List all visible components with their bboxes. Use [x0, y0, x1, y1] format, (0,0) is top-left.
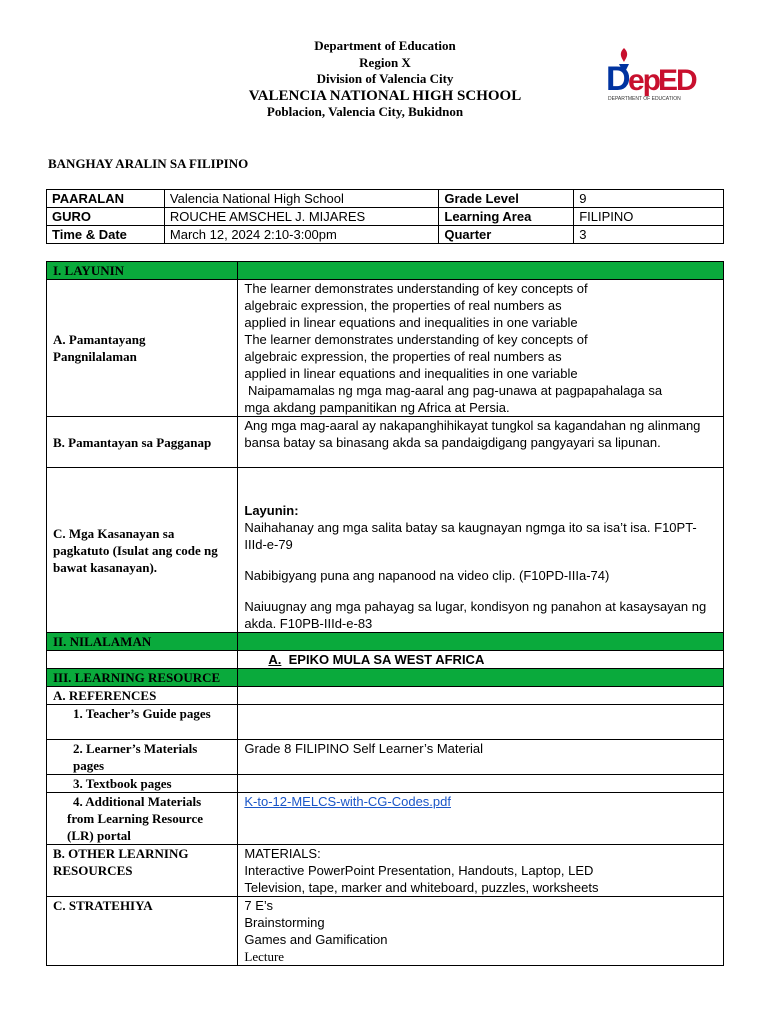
- layunin-subtitle: Layunin:: [244, 503, 299, 518]
- melcs-pdf-link[interactable]: K-to-12-MELCS-with-CG-Codes.pdf: [244, 794, 451, 809]
- table-row: [47, 226, 724, 244]
- time-date-label: Time & Date: [47, 226, 165, 244]
- teachers-guide-label: 1. Teacher’s Guide pages: [73, 706, 211, 721]
- document-header: [190, 38, 580, 121]
- svg-text:ED: ED: [658, 64, 696, 97]
- grade-level-label: Grade Level: [439, 190, 574, 208]
- content-line: MATERIALS:: [244, 846, 321, 861]
- deped-logo: [606, 44, 698, 104]
- learners-materials-label: 2. Learner’s Materials pages: [73, 741, 198, 773]
- header-division: Division of Valencia City: [316, 71, 454, 86]
- document-title: BANGHAY ARALIN SA FILIPINO: [48, 156, 249, 171]
- teachers-guide-value: [238, 705, 724, 740]
- table-row: [47, 897, 724, 966]
- time-date-value: March 12, 2024 2:10-3:00pm: [164, 226, 438, 244]
- svg-text:D: D: [606, 60, 629, 98]
- item-title: EPIKO MULA SA WEST AFRICA: [288, 652, 485, 667]
- content-line: Lecture: [244, 949, 285, 964]
- table-row: [47, 775, 724, 793]
- table-row: [47, 740, 724, 775]
- content-line: Television, tape, marker and whiteboard, puzzles, worksheets: [244, 880, 599, 895]
- learning-area-value: FILIPINO: [574, 208, 724, 226]
- table-row: [47, 190, 724, 208]
- paaralan-label: PAARALAN: [47, 190, 165, 208]
- content-line: Brainstorming: [244, 915, 325, 930]
- learning-area-label: Learning Area: [439, 208, 574, 226]
- svg-text:DEPARTMENT OF EDUCATION: DEPARTMENT OF EDUCATION: [608, 96, 681, 102]
- quarter-value: 3: [574, 226, 724, 244]
- pamantayang-pangnilalaman-content: [238, 280, 724, 417]
- guro-label: GURO: [47, 208, 165, 226]
- grade-level-value: 9: [574, 190, 724, 208]
- quarter-label: Quarter: [439, 226, 574, 244]
- additional-materials-label: 4. Additional Materials from Learning Resource (LR) portal: [67, 794, 203, 843]
- content-line: Games and Gamification: [244, 932, 388, 947]
- pamantayan-pagganap-content: Ang mga mag-aaral ay nakapanghihikayat tungkol sa kagandahan ng alinmang bansa batay sa binasang akda sa pandaigdigang pangyayari sa lipunan.: [238, 417, 724, 468]
- header-department: Department of Education: [314, 38, 456, 53]
- guro-value: ROUCHE AMSCHEL J. MIJARES: [164, 208, 438, 226]
- resource-heading: III. LEARNING RESOURCE: [47, 669, 238, 687]
- other-resources-content: [238, 845, 724, 897]
- content-line: applied in linear equations and inequalities in one variable: [244, 366, 578, 381]
- list-item: Naihahanay ang mga salita batay sa kaugnayan ngmga ito sa isa’t isa. F10PT-IIId-e-79: [244, 520, 697, 552]
- content-line: Naipamamalas ng mga mag-aaral ang pag-unawa at pagpapahalaga sa: [244, 383, 663, 398]
- content-line: Interactive PowerPoint Presentation, Handouts, Laptop, LED: [244, 863, 594, 878]
- content-line: The learner demonstrates understanding of key concepts of: [244, 332, 588, 347]
- header-school: VALENCIA NATIONAL HIGH SCHOOL: [248, 87, 522, 104]
- table-row: [47, 417, 724, 468]
- content-line: algebraic expression, the properties of real numbers as: [244, 298, 562, 313]
- stratehiya-label: C. STRATEHIYA: [47, 897, 238, 966]
- paaralan-value: Valencia National High School: [164, 190, 438, 208]
- textbook-pages-value: [238, 775, 724, 793]
- section-heading-row: [47, 669, 724, 687]
- textbook-pages-label: 3. Textbook pages: [73, 776, 172, 791]
- table-row: [47, 280, 724, 417]
- content-line: applied in linear equations and inequalities in one variable: [244, 315, 578, 330]
- stratehiya-content: [238, 897, 724, 966]
- list-item: Nabibigyang puna ang napanood na video clip. (F10PD-IIIa-74): [244, 568, 610, 583]
- item-letter: A.: [268, 652, 282, 667]
- nilalaman-heading: II. NILALAMAN: [47, 633, 238, 651]
- content-line: 7 E’s: [244, 898, 274, 913]
- table-row: [47, 793, 724, 845]
- table-row: [47, 845, 724, 897]
- kasanayan-label: C. Mga Kasanayan sa pagkatuto (Isulat ang code ng bawat kasanayan).: [53, 525, 218, 575]
- content-line: The learner demonstrates understanding of key concepts of: [244, 281, 588, 296]
- table-row: [47, 468, 724, 633]
- other-resources-label: B. OTHER LEARNING RESOURCES: [47, 845, 238, 897]
- pamantayan-pagganap-label: B. Pamantayan sa Pagganap: [47, 417, 238, 468]
- header-address: Poblacion, Valencia City, Bukidnon: [266, 104, 464, 119]
- table-row: [47, 651, 724, 669]
- kasanayan-content: [238, 468, 724, 633]
- info-table: [46, 189, 724, 244]
- list-item: Naiuugnay ang mga pahayag sa lugar, kondisyon ng panahon at kasaysayan ng akda. F10PB-IIId-e-83: [244, 599, 707, 631]
- lesson-plan-table: [46, 261, 724, 966]
- layunin-heading: I. LAYUNIN: [47, 262, 238, 280]
- content-line: mga akdang pampanitikan ng Africa at Persia.: [244, 400, 510, 415]
- references-label: A. REFERENCES: [47, 687, 238, 705]
- table-row: [47, 687, 724, 705]
- svg-text:ep: ep: [628, 64, 660, 97]
- learners-materials-value: Grade 8 FILIPINO Self Learner’s Material: [238, 740, 724, 775]
- header-region: Region X: [359, 54, 411, 70]
- nilalaman-item: [238, 651, 724, 669]
- content-line: algebraic expression, the properties of real numbers as: [244, 349, 562, 364]
- section-heading-row: [47, 633, 724, 651]
- pamantayang-pangnilalaman-label: A. Pamantayang Pangnilalaman: [47, 280, 238, 417]
- table-row: [47, 705, 724, 740]
- section-heading-row: [47, 262, 724, 280]
- table-row: [47, 208, 724, 226]
